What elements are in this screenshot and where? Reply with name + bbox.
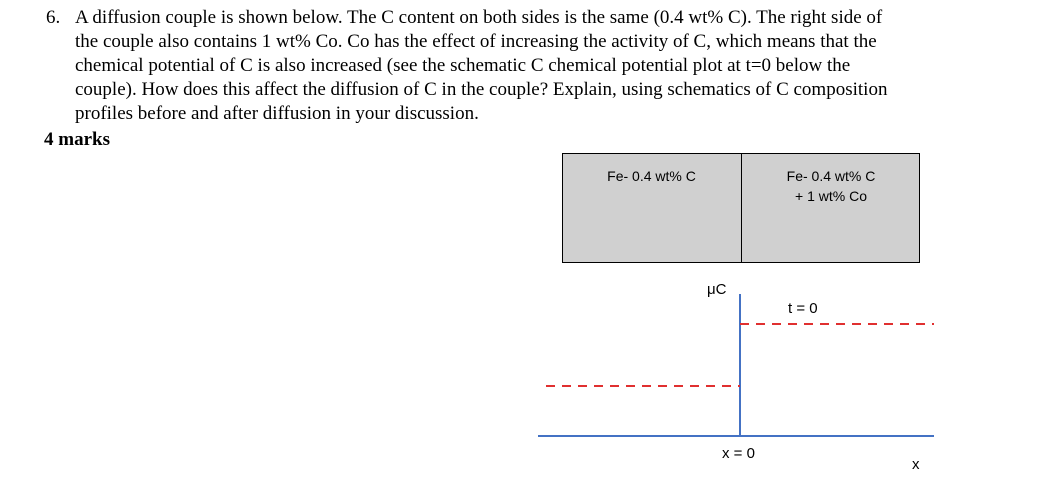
question-line-4: couple). How does this affect the diffusion of C in the couple? Explain, using schematics of C composition xyxy=(75,79,888,100)
x-origin-label: x = 0 xyxy=(722,445,755,462)
question-line-2: the couple also contains 1 wt% Co. Co has the effect of increasing the activity of C, which means that the xyxy=(75,31,877,52)
marks-label: 4 marks xyxy=(44,129,110,150)
x-axis-label: x xyxy=(912,456,920,473)
time-label: t = 0 xyxy=(788,300,818,317)
couple-left-label: Fe- 0.4 wt% C xyxy=(607,168,696,184)
question-line-5: profiles before and after diffusion in your discussion. xyxy=(75,103,479,124)
mu-c-label: μC xyxy=(707,281,727,298)
question-line-3: chemical potential of C is also increased (see the schematic C chemical potential plot at t=0 below the xyxy=(75,55,851,76)
question-line-1: A diffusion couple is shown below. The C content on both sides is the same (0.4 wt% C). The right side of xyxy=(75,7,883,28)
question-number: 6. xyxy=(46,7,61,28)
couple-right-label-line1: Fe- 0.4 wt% C xyxy=(786,168,876,184)
couple-right-label-line2: + 1 wt% Co xyxy=(795,188,867,204)
